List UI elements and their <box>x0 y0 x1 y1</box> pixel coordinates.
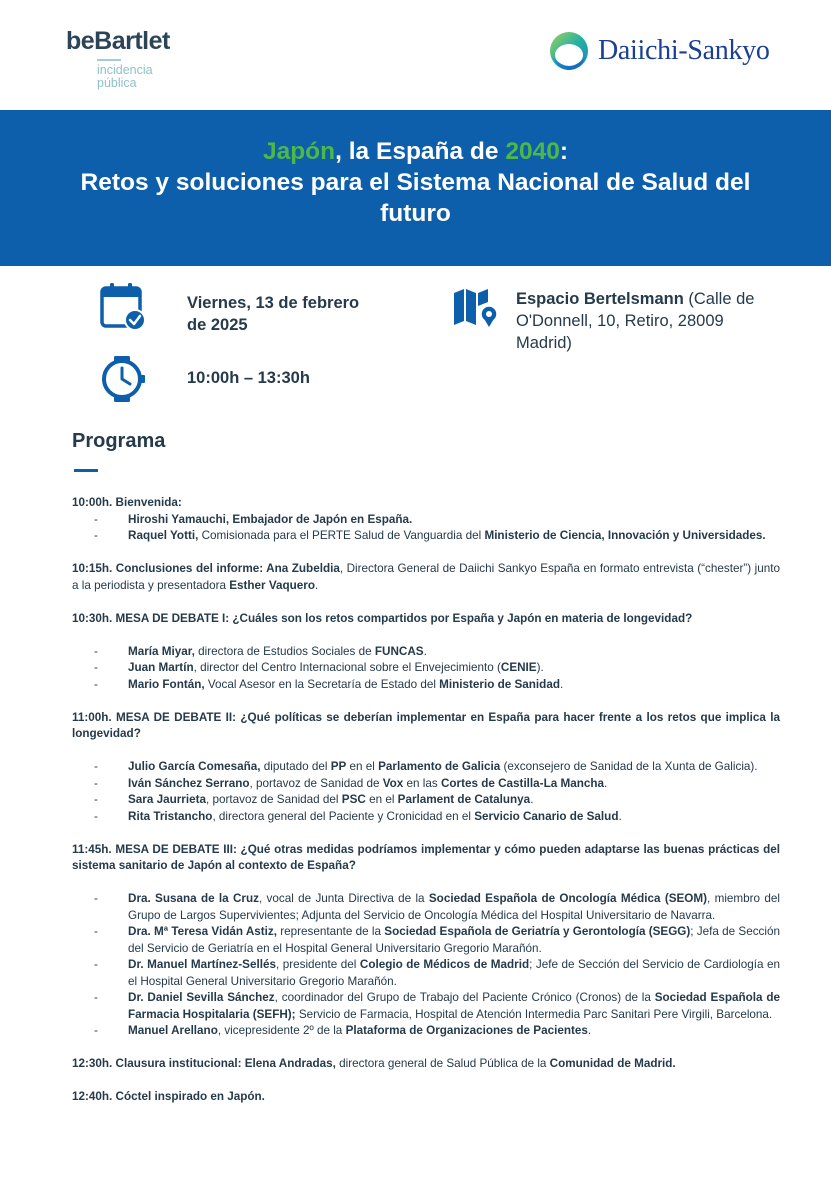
bebartlet-logo-tagline-2: pública <box>97 76 137 90</box>
title-banner <box>0 110 831 266</box>
event-venue <box>516 288 754 354</box>
speaker-org: Ministerio de Ciencia, Innovación y Universidades. <box>484 529 766 542</box>
program-s5-heading: 11:45h. MESA DE DEBATE III: ¿Qué otras medidas podríamos implementar y cómo pueden adaptarse las buenas prácticas del sistema sanitario de Japón al contexto de España? <box>72 842 780 872</box>
speaker-end: . <box>603 776 608 790</box>
speaker-role: ; Jefe de Sección del Servicio de Cardiología en el Hospital General Universitario Gregorio Marañón. <box>128 958 780 988</box>
speaker-role: , directora general del Paciente y Cronicidad en el <box>212 809 475 823</box>
event-date-line-1: Viernes, 13 de febrero <box>187 294 360 312</box>
speaker-org: Sociedad Española de Farmacia Hospitalaria (SEFH); <box>128 991 780 1021</box>
program-item-10-30 <box>72 611 780 628</box>
daiichi-sankyo-globe-icon <box>549 31 589 71</box>
program-s4-heading: 11:00h. MESA DE DEBATE II: ¿Qué políticas se deberían implementar en España para hacer frente a los retos que implica la longevidad? <box>72 710 780 740</box>
program-item-heading <box>72 495 780 512</box>
event-venue-line-1 <box>516 288 754 310</box>
speaker-role: (exconsejero de Sanidad de la Xunta de Galicia). <box>500 760 758 773</box>
program-s7-heading: 12:40h. Cóctel inspirado en Japón. <box>72 1090 265 1103</box>
speaker-name: Julio García Comesaña, <box>128 760 261 773</box>
event-venue-address-2: O'Donnell, 10, Retiro, 28009 <box>516 312 724 330</box>
speaker-end: . <box>423 644 427 658</box>
speaker-end: ). <box>536 661 544 674</box>
speaker-org: Servicio Canario de Salud <box>474 809 619 823</box>
speaker-name: Sara Jaurrieta <box>128 793 206 806</box>
program-s2-heading: 10:15h. Conclusiones del informe: Ana Zubeldia <box>72 562 340 575</box>
speaker-name: Iván Sánchez Serrano <box>128 776 250 790</box>
title-line-2: Retos y soluciones para el Sistema Nacional de Salud del <box>80 169 751 196</box>
speaker-item <box>72 528 780 545</box>
page-header <box>0 0 831 110</box>
event-venue-address-1: (Calle de <box>683 290 755 308</box>
program-s5-speakers <box>72 891 780 1040</box>
event-date <box>187 292 359 336</box>
program-s3-speakers <box>72 644 780 694</box>
program-s2-name: Esther Vaquero <box>229 578 315 592</box>
speaker-role: , miembro del Grupo de Largos Supervivientes; Adjunta del Servicio de Oncología Médica del Hospital Universitario de Navarra. <box>128 892 780 922</box>
title-line-1 <box>263 138 568 165</box>
title-text-1: , la España de <box>335 138 506 165</box>
speaker-item <box>72 660 780 677</box>
bebartlet-logo-name: beBartlet <box>66 27 170 55</box>
speaker-name: Dr. Manuel Martínez-Sellés <box>128 958 276 971</box>
speaker-org: Plataforma de Organizaciones de Pacientes <box>345 1024 588 1037</box>
bebartlet-logo <box>66 28 170 90</box>
event-venue-name: Espacio Bertelsmann <box>516 290 684 308</box>
title-line-3: futuro <box>380 200 451 227</box>
speaker-end: . <box>587 1024 592 1037</box>
speaker-org: Parlament de Catalunya <box>397 793 531 806</box>
program-item-10-15 <box>72 561 780 594</box>
speaker-role: en el <box>365 793 398 806</box>
program-s4-speakers <box>72 759 780 825</box>
speaker-item <box>72 990 780 1023</box>
speaker-name: Dra. Mª Teresa Vidán Astiz, <box>128 925 278 938</box>
event-venue-address-3: Madrid) <box>516 334 572 352</box>
speaker-item <box>72 792 780 809</box>
speaker-item <box>72 924 780 957</box>
daiichi-sankyo-logo-name: Daiichi-Sankyo <box>598 35 770 66</box>
speaker-item <box>72 512 780 529</box>
speaker-name: Mario Fontán, <box>128 677 205 691</box>
speaker-org: PP <box>330 760 347 773</box>
speaker-name: Raquel Yotti, <box>128 529 199 542</box>
program-s6-org: Comunidad de Madrid. <box>549 1057 676 1070</box>
speaker-role: en el <box>346 760 379 773</box>
speaker-end: . <box>559 677 564 691</box>
title-colon: : <box>559 138 569 165</box>
speaker-name: Juan Martín <box>128 661 194 674</box>
program-item-11-00 <box>72 710 780 743</box>
speaker-role: representante de la <box>277 925 385 938</box>
speaker-item <box>72 809 780 826</box>
speaker-org: FUNCAS <box>374 644 424 658</box>
program-s1-speakers <box>72 512 780 545</box>
speaker-item <box>72 759 780 776</box>
program-title-underline <box>74 469 98 472</box>
speaker-role: ; Jefa de Sección del Servicio de Geriatría en el Hospital General Universitario Gregorio Marañón. <box>128 925 780 955</box>
program-content <box>72 495 780 1106</box>
speaker-role: , presidente del <box>275 958 360 971</box>
speaker-org: PSC <box>341 793 366 806</box>
speaker-s1-1: Hiroshi Yamauchi, Embajador de Japón en España. <box>128 512 413 526</box>
speaker-item <box>72 677 780 694</box>
speaker-role: , vocal de Junta Directiva de la <box>258 892 429 905</box>
calendar-check-icon <box>100 282 146 332</box>
program-item-11-45 <box>72 842 780 875</box>
program-s1-heading: 10:00h. Bienvenida: <box>72 496 182 509</box>
speaker-role: , portavoz de Sanidad de <box>249 776 383 790</box>
daiichi-sankyo-logo <box>549 31 770 71</box>
program-s6-text: directora general de Salud Pública de la <box>335 1057 550 1070</box>
speaker-org: Cortes de Castilla-La Mancha <box>440 776 604 790</box>
bebartlet-logo-divider <box>97 59 121 61</box>
speaker-name: Dr. Daniel Sevilla Sánchez <box>128 991 275 1004</box>
speaker-item <box>72 1023 780 1040</box>
map-pin-icon <box>452 288 498 328</box>
speaker-role: en las <box>403 776 441 790</box>
program-s6-heading: 12:30h. Clausura institucional: Elena Andradas, <box>72 1057 336 1070</box>
bebartlet-logo-tagline-1: incidencia <box>97 63 153 77</box>
speaker-item <box>72 644 780 661</box>
program-s3-heading: 10:30h. MESA DE DEBATE I: ¿Cuáles son los retos compartidos por España y Japón en materia de longevidad? <box>72 611 693 625</box>
speaker-end: . <box>618 809 622 823</box>
speaker-org: Sociedad Española de Oncología Médica (SEOM) <box>428 892 708 905</box>
speaker-role: Servicio de Farmacia, Hospital de Atención Intermedia Parc Sanitari Pere Virgili, Barcelona. <box>295 1007 773 1021</box>
event-title <box>0 136 831 229</box>
program-s2-end: . <box>314 578 319 592</box>
event-time: 10:00h – 13:30h <box>187 369 310 387</box>
speaker-org: Sociedad Española de Geriatría y Gerontología (SEGG) <box>384 925 691 938</box>
program-item-12-30 <box>72 1056 780 1073</box>
speaker-org: Ministerio de Sanidad <box>439 677 560 691</box>
speaker-org: Parlamento de Galicia <box>378 760 501 773</box>
speaker-role: Vocal Asesor en la Secretaría de Estado del <box>204 677 440 691</box>
speaker-item <box>72 957 780 990</box>
speaker-end: . <box>530 793 534 806</box>
speaker-role: diputado del <box>260 760 331 773</box>
program-title: Programa <box>72 430 166 452</box>
speaker-name: María Miyar, <box>128 644 195 658</box>
speaker-name: Rita Tristancho <box>128 809 213 823</box>
title-highlight-japon: Japón <box>262 138 336 165</box>
speaker-role: , director del Centro Internacional sobre el Envejecimiento ( <box>193 661 501 674</box>
speaker-item <box>72 776 780 793</box>
program-item-12-40 <box>72 1089 780 1106</box>
speaker-role: , coordinador del Grupo de Trabajo del Paciente Crónico (Cronos) de la <box>274 991 655 1004</box>
speaker-org: Vox <box>382 776 404 790</box>
speaker-name: Manuel Arellano <box>128 1024 218 1037</box>
title-highlight-year: 2040 <box>505 138 560 165</box>
speaker-name: Dra. Susana de la Cruz <box>128 892 259 905</box>
event-date-line-2: de 2025 <box>187 316 248 334</box>
speaker-role: Comisionada para el PERTE Salud de Vanguardia del <box>198 529 485 542</box>
speaker-org: CENIE <box>500 661 537 674</box>
clock-icon <box>100 355 146 403</box>
speaker-role: , portavoz de Sanidad del <box>205 793 342 806</box>
program-s2-text: , Directora General de Daiichi Sankyo España en formato entrevista (“chester”) junto a la periodista y presentadora <box>72 562 781 592</box>
speaker-role: directora de Estudios Sociales de <box>194 644 375 658</box>
speaker-role: , vicepresidente 2º de la <box>217 1024 346 1037</box>
speaker-item <box>72 891 780 924</box>
speaker-org: Colegio de Médicos de Madrid <box>359 958 530 971</box>
